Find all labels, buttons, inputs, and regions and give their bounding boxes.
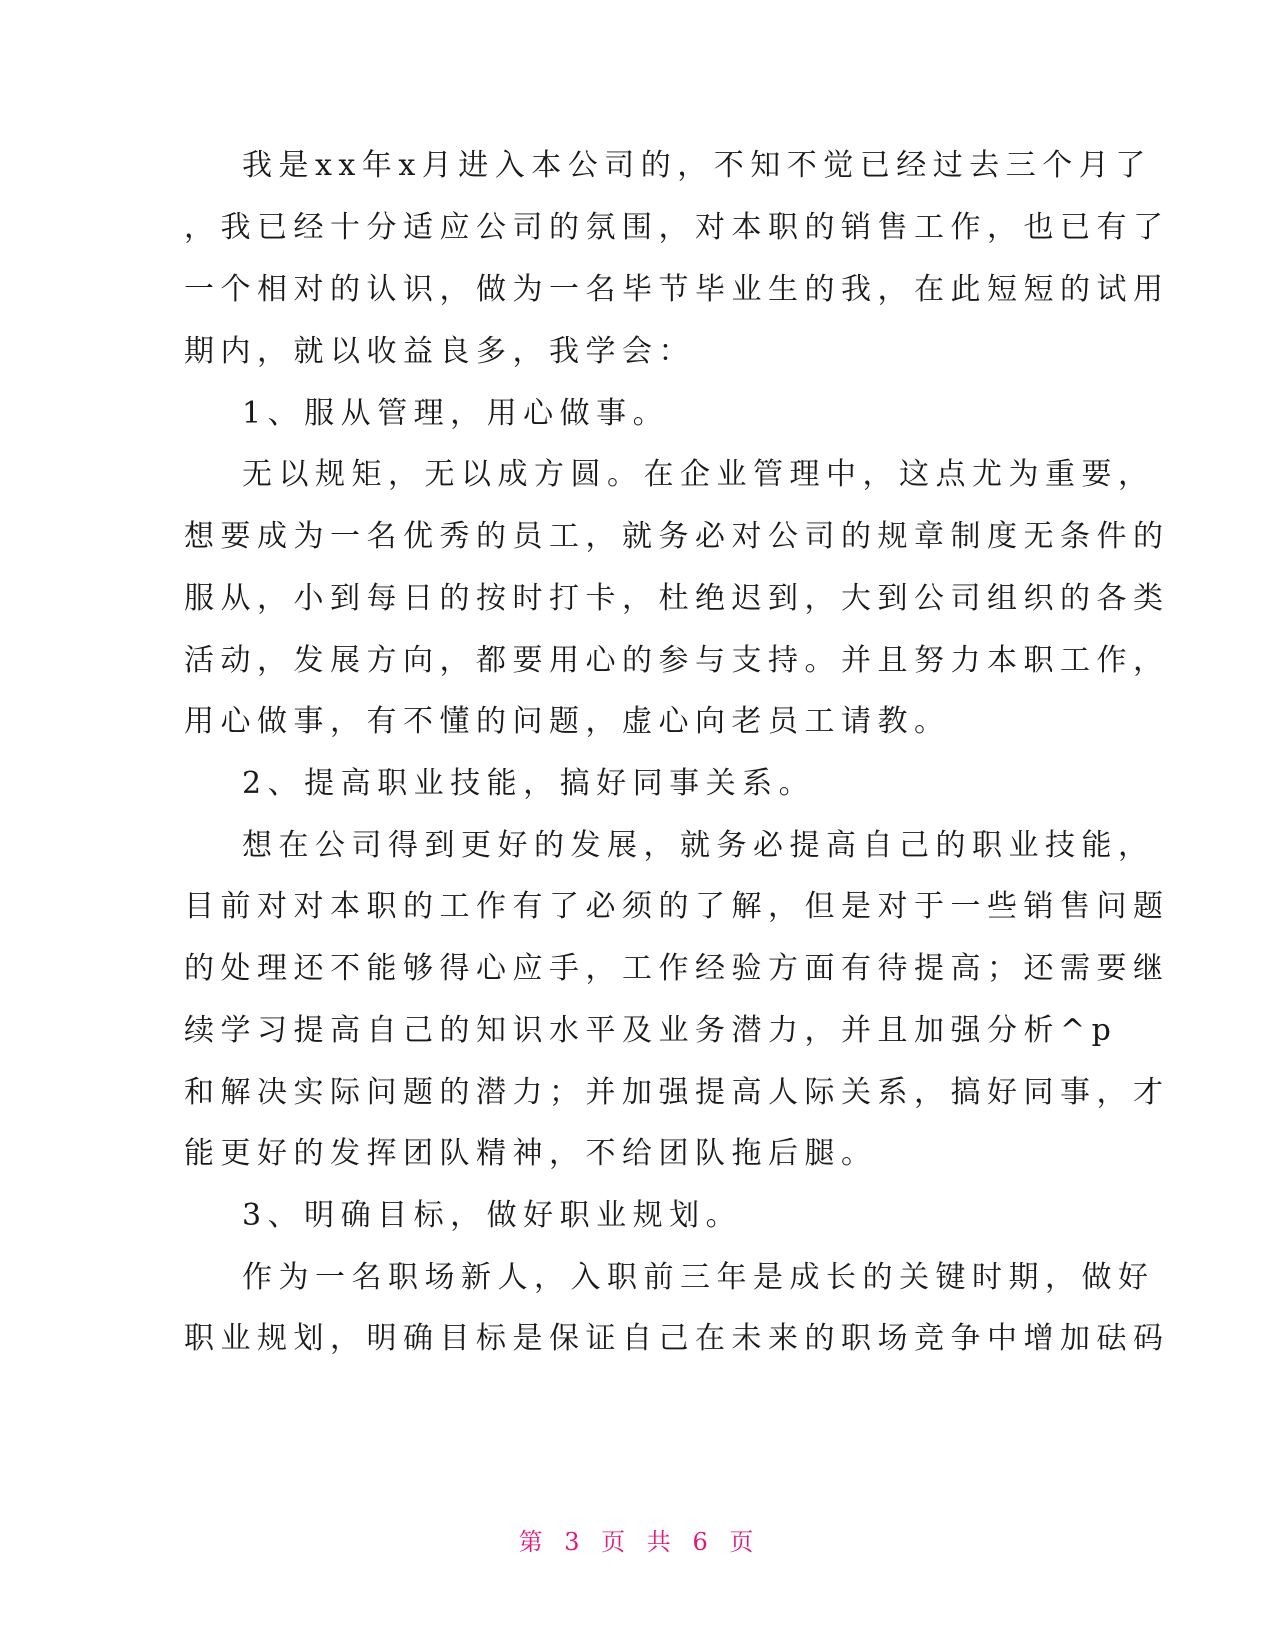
paragraph-line: 期内，就以收益良多，我学会： <box>184 334 695 369</box>
paragraph-line: 想要成为一名优秀的员工，就务必对公司的规章制度无条件的 <box>184 519 1170 554</box>
section-heading: 1、服从管理，用心做事。 <box>242 396 670 431</box>
paragraph-line: 服从，小到每日的按时打卡，杜绝迟到，大到公司组织的各类 <box>184 581 1170 616</box>
paragraph-line: 用心做事，有不懂的问题，虚心向老员工请教。 <box>184 704 951 739</box>
paragraph-line: 的处理还不能够得心应手，工作经验方面有待提高；还需要继 <box>184 951 1170 986</box>
page-number-footer: 第 3 页 共 6 页 <box>518 1528 757 1556</box>
paragraph-line: 我是xx年x月进入本公司的，不知不觉已经过去三个月了 <box>242 148 1152 183</box>
paragraph-line: 和解决实际问题的潜力；并加强提高人际关系，搞好同事，才 <box>184 1075 1170 1110</box>
paragraph-line: 活动，发展方向，都要用心的参与支持。并且努力本职工作， <box>184 643 1170 678</box>
paragraph-line: 一个相对的认识，做为一名毕节毕业生的我，在此短短的试用 <box>184 272 1170 307</box>
paragraph-line: 职业规划，明确目标是保证自己在未来的职场竞争中增加砝码 <box>184 1321 1170 1356</box>
paragraph-line: 目前对对本职的工作有了必须的了解，但是对于一些销售问题 <box>184 889 1170 924</box>
paragraph-line: 无以规矩，无以成方圆。在企业管理中，这点尤为重要， <box>242 457 1155 492</box>
paragraph-line: 想在公司得到更好的发展，就务必提高自己的职业技能， <box>242 828 1155 863</box>
section-heading: 3、明确目标，做好职业规划。 <box>242 1198 743 1233</box>
paragraph-line: 续学习提高自己的知识水平及业务潜力，并且加强分析^p <box>184 1013 1118 1048</box>
paragraph-line: 作为一名职场新人，入职前三年是成长的关键时期，做好 <box>242 1260 1155 1295</box>
paragraph-line: 能更好的发挥团队精神，不给团队拖后腿。 <box>184 1136 878 1171</box>
section-heading: 2、提高职业技能，搞好同事关系。 <box>242 766 816 801</box>
paragraph-line: ，我已经十分适应公司的氛围，对本职的销售工作，也已有了 <box>184 210 1170 245</box>
